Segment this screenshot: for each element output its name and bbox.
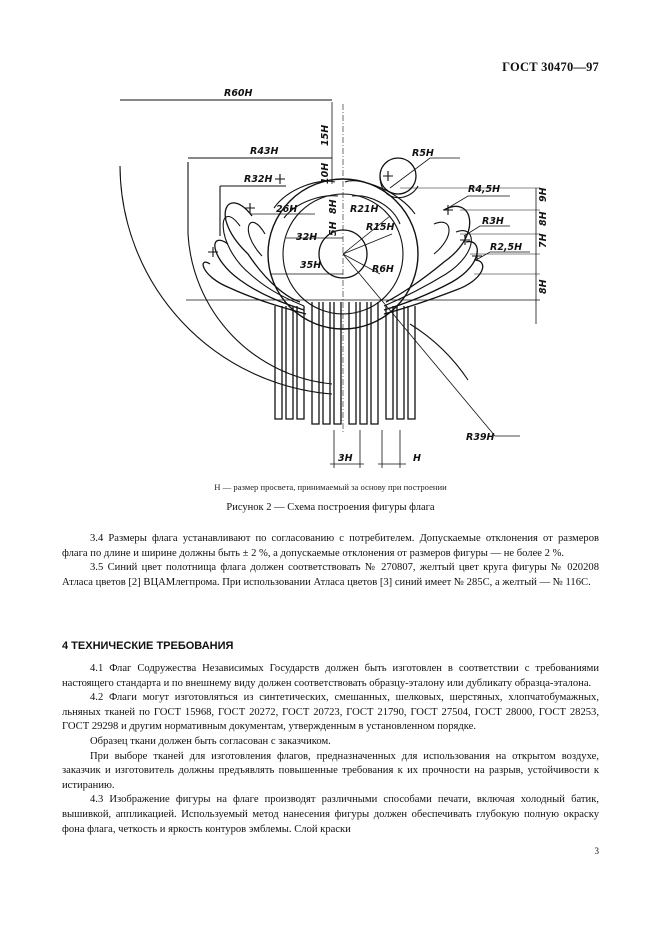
label-8h-right: 8H	[538, 211, 549, 226]
label-r3h: R3H	[482, 216, 504, 227]
label-15h: 15H	[320, 124, 331, 146]
label-8h-bottom: 8H	[538, 279, 549, 294]
label-r39h: R39H	[466, 432, 495, 443]
diagram-svg	[100, 84, 560, 474]
paragraph-4-1: 4.1 Флаг Содружества Независимых Государств должен быть изготовлен в соответствии с требованиями настоящего стандарта и по внешнему виду должен соответствовать образцу-эталону или дубликату образца-эталона.	[62, 663, 599, 689]
label-r21h: R21H	[350, 204, 379, 215]
section-3-text	[62, 532, 599, 590]
petal-left-4	[203, 262, 306, 314]
label-8h-center: 8H	[328, 199, 339, 214]
label-32h: 32H	[296, 232, 318, 243]
label-r32h: R32H	[244, 174, 273, 185]
paragraph-4-2: 4.2 Флаги могут изготовляться из синтетических, смешанных, шелковых, шерстяных, хлопчатобумажных, льняных тканей по ГОСТ 15968, ГОСТ 20272, ГОСТ 20723, ГОСТ 21790, ГОСТ 27504, ГОСТ 28000, ГОСТ 28253, ГОСТ 29298 и другим нормативным документам, утвержденным в установленном порядке.	[62, 692, 599, 733]
label-3h: 3H	[338, 453, 353, 464]
page-number: 3	[594, 846, 599, 856]
label-r43h: R43H	[250, 146, 279, 157]
dim-r15h-line	[343, 234, 392, 254]
dim-r39h-leader	[343, 254, 520, 436]
petal-right-2	[384, 231, 471, 306]
petal-left-1	[225, 203, 300, 302]
label-26h: 26H	[276, 204, 298, 215]
center-mark-2	[245, 203, 255, 213]
ray-stripes	[275, 302, 415, 424]
dim-r25h-leader	[476, 252, 530, 260]
outer-arc-r60-right	[410, 324, 468, 380]
label-35h: 35H	[300, 260, 322, 271]
figure-caption: Рисунок 2 — Схема построения фигуры флага	[226, 502, 435, 513]
paragraph-3-4: 3.4 Размеры флага устанавливают по согласованию с потребителем. Допускаемые отклонения от размеров флага по длине и ширине должны быть ± 2 %, а допускаемые отклонения от размеров фигуры — не более 2 %.	[62, 533, 599, 559]
label-7h: 7H	[538, 233, 549, 248]
figure-note: H — размер просвета, принимаемый за основу при построении	[214, 482, 447, 492]
section-4-text	[62, 662, 599, 837]
paragraph-4-2-outdoor: При выборе тканей для изготовления флагов, предназначенных для использования на открытом воздухе, заказчик и изготовитель должны предъявлять повышенные требования к их прочности на разрыв, устойчивости к истиранию.	[62, 750, 599, 791]
center-mark-3	[208, 247, 218, 257]
label-5h: 5H	[328, 221, 339, 236]
section-4-heading: 4 ТЕХНИЧЕСКИЕ ТРЕБОВАНИЯ	[62, 640, 234, 652]
petal-left-1-inner	[248, 222, 265, 256]
label-r5h: R5H	[412, 148, 434, 159]
dim-r3h-leader	[464, 226, 510, 236]
center-mark-6	[460, 235, 470, 245]
label-r60h: R60H	[224, 88, 253, 99]
center-mark-4	[383, 171, 393, 181]
label-h: H	[413, 453, 421, 464]
paragraph-4-3: 4.3 Изображение фигуры на флаге производят различными способами печати, включая холодный батик, вышивкой, аппликацией. Используемый метод нанесения фигуры должен обеспечивать глубокую полную окраску фона флага, четкость и яркость контуров эмблемы. Слой краски	[62, 794, 599, 835]
arc-r43	[188, 162, 332, 384]
center-mark-1	[275, 174, 285, 184]
label-r6h: R6H	[372, 264, 394, 275]
label-10h: 10H	[320, 162, 331, 184]
dim-r5h-leader	[390, 158, 460, 188]
outer-arc-r60	[120, 166, 332, 394]
label-r25h: R2,5H	[490, 242, 523, 253]
construction-diagram	[100, 84, 560, 474]
label-9h: 9H	[538, 187, 549, 202]
label-r15h: R15H	[366, 222, 395, 233]
paragraph-3-5: 3.5 Синий цвет полотнища флага должен соответствовать № 270807, желтый цвет круга фигуры № 020208 Атласа цветов [2] ВЦАМлегпрома. При использовании Атласа цветов [3] синий имеет № 285С, а желтый — № 116С.	[62, 562, 599, 588]
label-r45h: R4,5H	[468, 184, 501, 195]
petal-right-1-inner	[434, 222, 449, 254]
petal-left-2	[223, 217, 304, 306]
paragraph-4-2-sample: Образец ткани должен быть согласован с заказчиком.	[90, 735, 331, 747]
document-id: ГОСТ 30470—97	[502, 60, 599, 74]
